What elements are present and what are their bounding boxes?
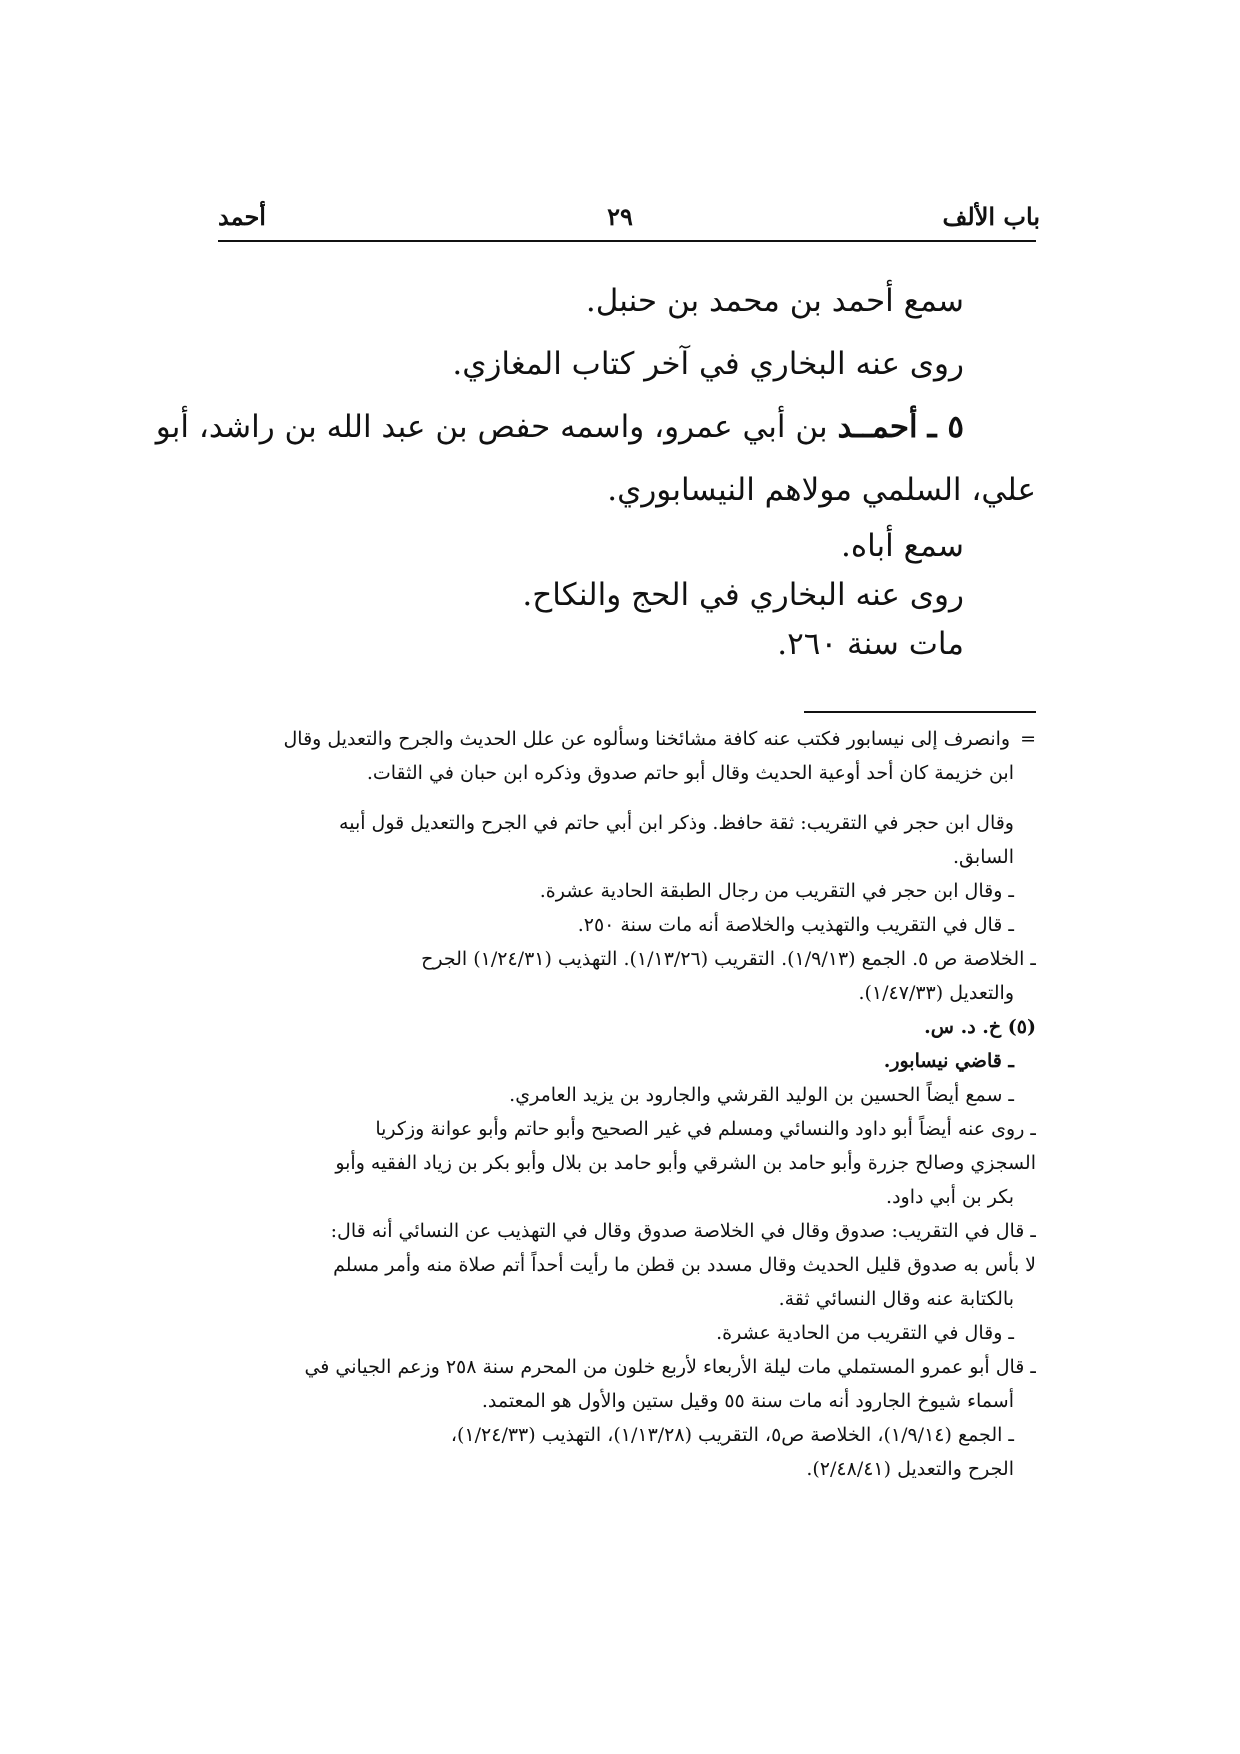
- footnote-line: ابن خزيمة كان أحد أوعية الحديث وقال أبو حاتم صدوق وذكره ابن حبان في الثقات.: [366, 762, 1014, 784]
- header-rule: [218, 240, 1036, 242]
- footnote-line: بكر بن أبي داود.: [886, 1186, 1014, 1208]
- main-line: مات سنة ٢٦٠.: [777, 626, 964, 662]
- footnote-line: ـ وقال في التقريب من الحادية عشرة.: [716, 1322, 1014, 1344]
- footnote-line: ـ قاضي نيسابور.: [883, 1050, 1014, 1072]
- footnote-line: السابق.: [953, 846, 1014, 868]
- footnote-line: بالكتابة عنه وقال النسائي ثقة.: [778, 1288, 1014, 1310]
- entry-number: ٥ ـ: [927, 409, 964, 445]
- entry-heading-line: [155, 396, 1036, 459]
- footnote-line: ـ الخلاصة ص ٥. الجمع (١/٩/١٣). التقريب (١/١٣/٢٦). التهذيب (١/٢٤/٣١) الجرح: [421, 948, 1036, 970]
- continuation-mark: =: [1020, 728, 1036, 750]
- footnote-line: =وانصرف إلى نيسابور فكتب عنه كافة مشائخنا وسألوه عن علل الحديث والجرح والتعديل وقال: [218, 722, 1036, 756]
- footnote-line: وقال ابن حجر في التقريب: ثقة حافظ. وذكر ابن أبي حاتم في الجرح والتعديل قول أبيه: [339, 812, 1014, 834]
- footnotes: [218, 722, 1036, 1486]
- footnote-line: ـ قال أبو عمرو المستملي مات ليلة الأربعاء لأربع خلون من المحرم سنة ٢٥٨ وزعم الجياني في: [304, 1356, 1036, 1378]
- entry-name: أحمــد: [837, 409, 918, 445]
- footnote-line: السجزي وصالح جزرة وأبو حامد بن الشرقي وأبو حامد بن بلال وأبو بكر بن زياد الفقيه وأبو: [335, 1152, 1036, 1174]
- page-number: ٢٩: [607, 202, 633, 231]
- header-entry-name: أحمد: [218, 202, 266, 231]
- footnote-number-5: (٥) خ. د. س.: [924, 1016, 1036, 1038]
- footnote-separator: [804, 711, 1036, 713]
- footnote-line: ـ قال في التقريب: صدوق وقال في الخلاصة صدوق وقال في التهذيب عن النسائي أنه قال:: [330, 1220, 1036, 1242]
- footnote-line: والتعديل (١/٤٧/٣٣).: [858, 982, 1014, 1004]
- footnote-line: أسماء شيوخ الجارود أنه مات سنة ٥٥ وقيل ستين والأول هو المعتمد.: [481, 1390, 1014, 1412]
- footnote-line: ـ قال في التقريب والتهذيب والخلاصة أنه مات سنة ٢٥٠.: [577, 914, 1014, 936]
- footnote-line: ـ روى عنه أيضاً أبو داود والنسائي ومسلم في غير الصحيح وأبو حاتم وأبو عوانة وزكريا: [375, 1118, 1036, 1140]
- footnote-line: ـ سمع أيضاً الحسين بن الوليد القرشي والجارود بن يزيد العامري.: [509, 1084, 1014, 1106]
- entry-continuation: علي، السلمي مولاهم النيسابوري.: [607, 472, 1036, 508]
- main-line: سمع أحمد بن محمد بن حنبل.: [585, 283, 964, 319]
- main-text: [155, 270, 1036, 669]
- footnote-line: الجرح والتعديل (٢/٤٨/٤١).: [806, 1458, 1014, 1480]
- main-line: روى عنه البخاري في آخر كتاب المغازي.: [452, 346, 964, 382]
- header-section-title: باب الألف: [942, 202, 1040, 231]
- main-line: روى عنه البخاري في الحج والنكاح.: [522, 577, 964, 613]
- footnote-line: ـ وقال ابن حجر في التقريب من رجال الطبقة الحادية عشرة.: [539, 880, 1014, 902]
- entry-lineage: بن أبي عمرو، واسمه حفص بن عبد الله بن راشد، أبو: [155, 409, 838, 445]
- footnote-line: لا بأس به صدوق قليل الحديث وقال مسدد بن قطن ما رأيت أحداً أتم صلاة منه وأمر مسلم: [333, 1254, 1036, 1276]
- main-line: سمع أباه.: [840, 528, 964, 564]
- footnote-line: ـ الجمع (١/٩/١٤)، الخلاصة ص٥، التقريب (١/١٣/٢٨)، التهذيب (١/٢٤/٣٣)،: [450, 1424, 1014, 1446]
